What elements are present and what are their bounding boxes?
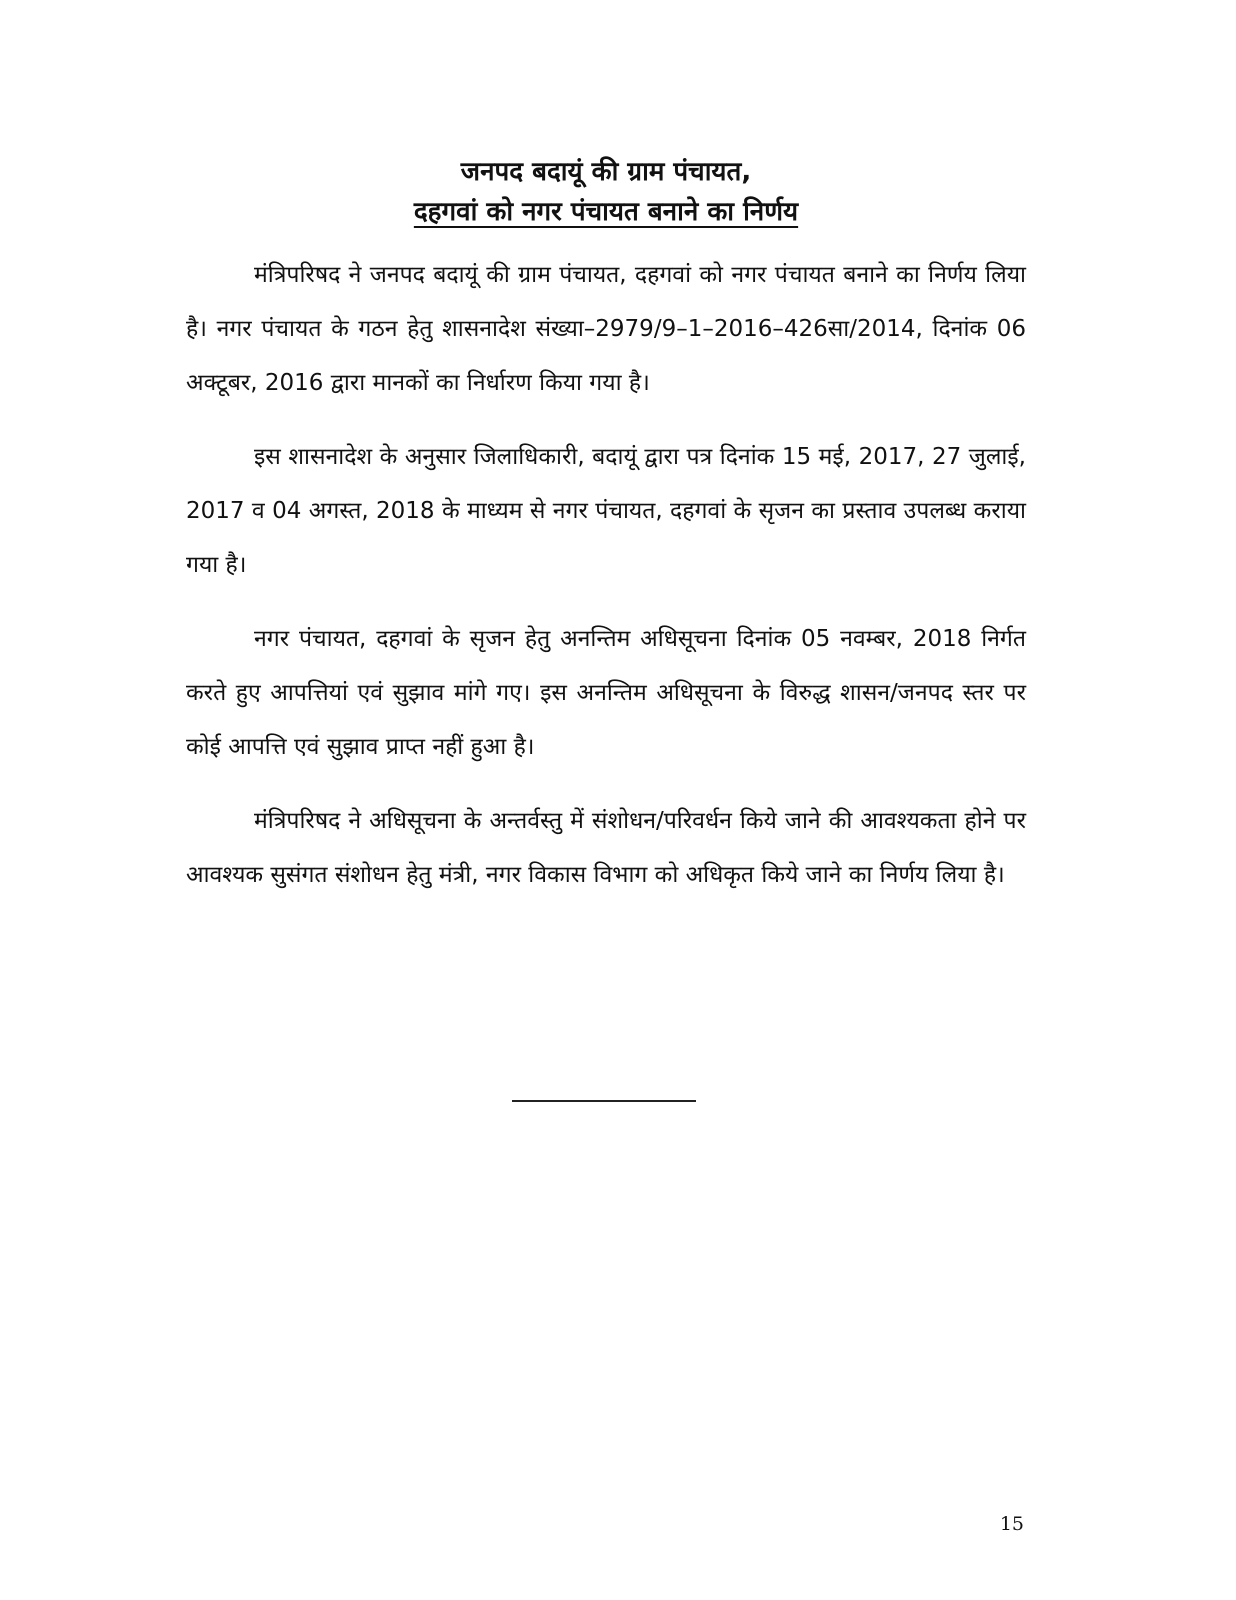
page-number: 15	[999, 1513, 1024, 1535]
paragraph-3: नगर पंचायत, दहगवां के सृजन हेतु अनन्तिम अधिसूचना दिनांक 05 नवम्बर, 2018 निर्गत करते हुए आपत्तियां एवं सुझाव मांगे गए। इस अनन्तिम अधिसूचना के विरुद्ध शासन/जनपद स्तर पर कोई आपत्ति एवं सुझाव प्राप्त नहीं हुआ है।	[186, 626, 1026, 760]
title-line-2: दहगवां को नगर पंचायत बनाने का निर्णय	[413, 197, 799, 227]
paragraph-1: मंत्रिपरिषद ने जनपद बदायूं की ग्राम पंचायत, दहगवां को नगर पंचायत बनाने का निर्णय लिया है। नगर पंचायत के गठन हेतु शासनादेश संख्या–2979/9–1–2016–426सा/2014, दिनांक 06 अक्टूबर, 2016 द्वारा मानकों का निर्धारण किया गया है।	[186, 262, 1026, 396]
paragraph-4: मंत्रिपरिषद ने अधिसूचना के अन्तर्वस्तु में संशोधन/परिवर्धन किये जाने की आवश्यकता होने पर आवश्यक सुसंगत संशोधन हेतु मंत्री, नगर विकास विभाग को अधिकृत किये जाने का निर्णय लिया है।	[186, 808, 1026, 888]
title-line-2-wrapper	[186, 192, 1026, 232]
paragraph-2: इस शासनादेश के अनुसार जिलाधिकारी, बदायूं द्वारा पत्र दिनांक 15 मई, 2017, 27 जुलाई, 2017 व 04 अगस्त, 2018 के माध्यम से नगर पंचायत, दहगवां के सृजन का प्रस्ताव उपलब्ध कराया गया है।	[186, 444, 1026, 578]
end-divider	[512, 1100, 696, 1102]
title-line-1: जनपद बदायूं की ग्राम पंचायत,	[460, 157, 752, 187]
document-title	[186, 152, 1026, 232]
document-body	[186, 248, 1026, 922]
